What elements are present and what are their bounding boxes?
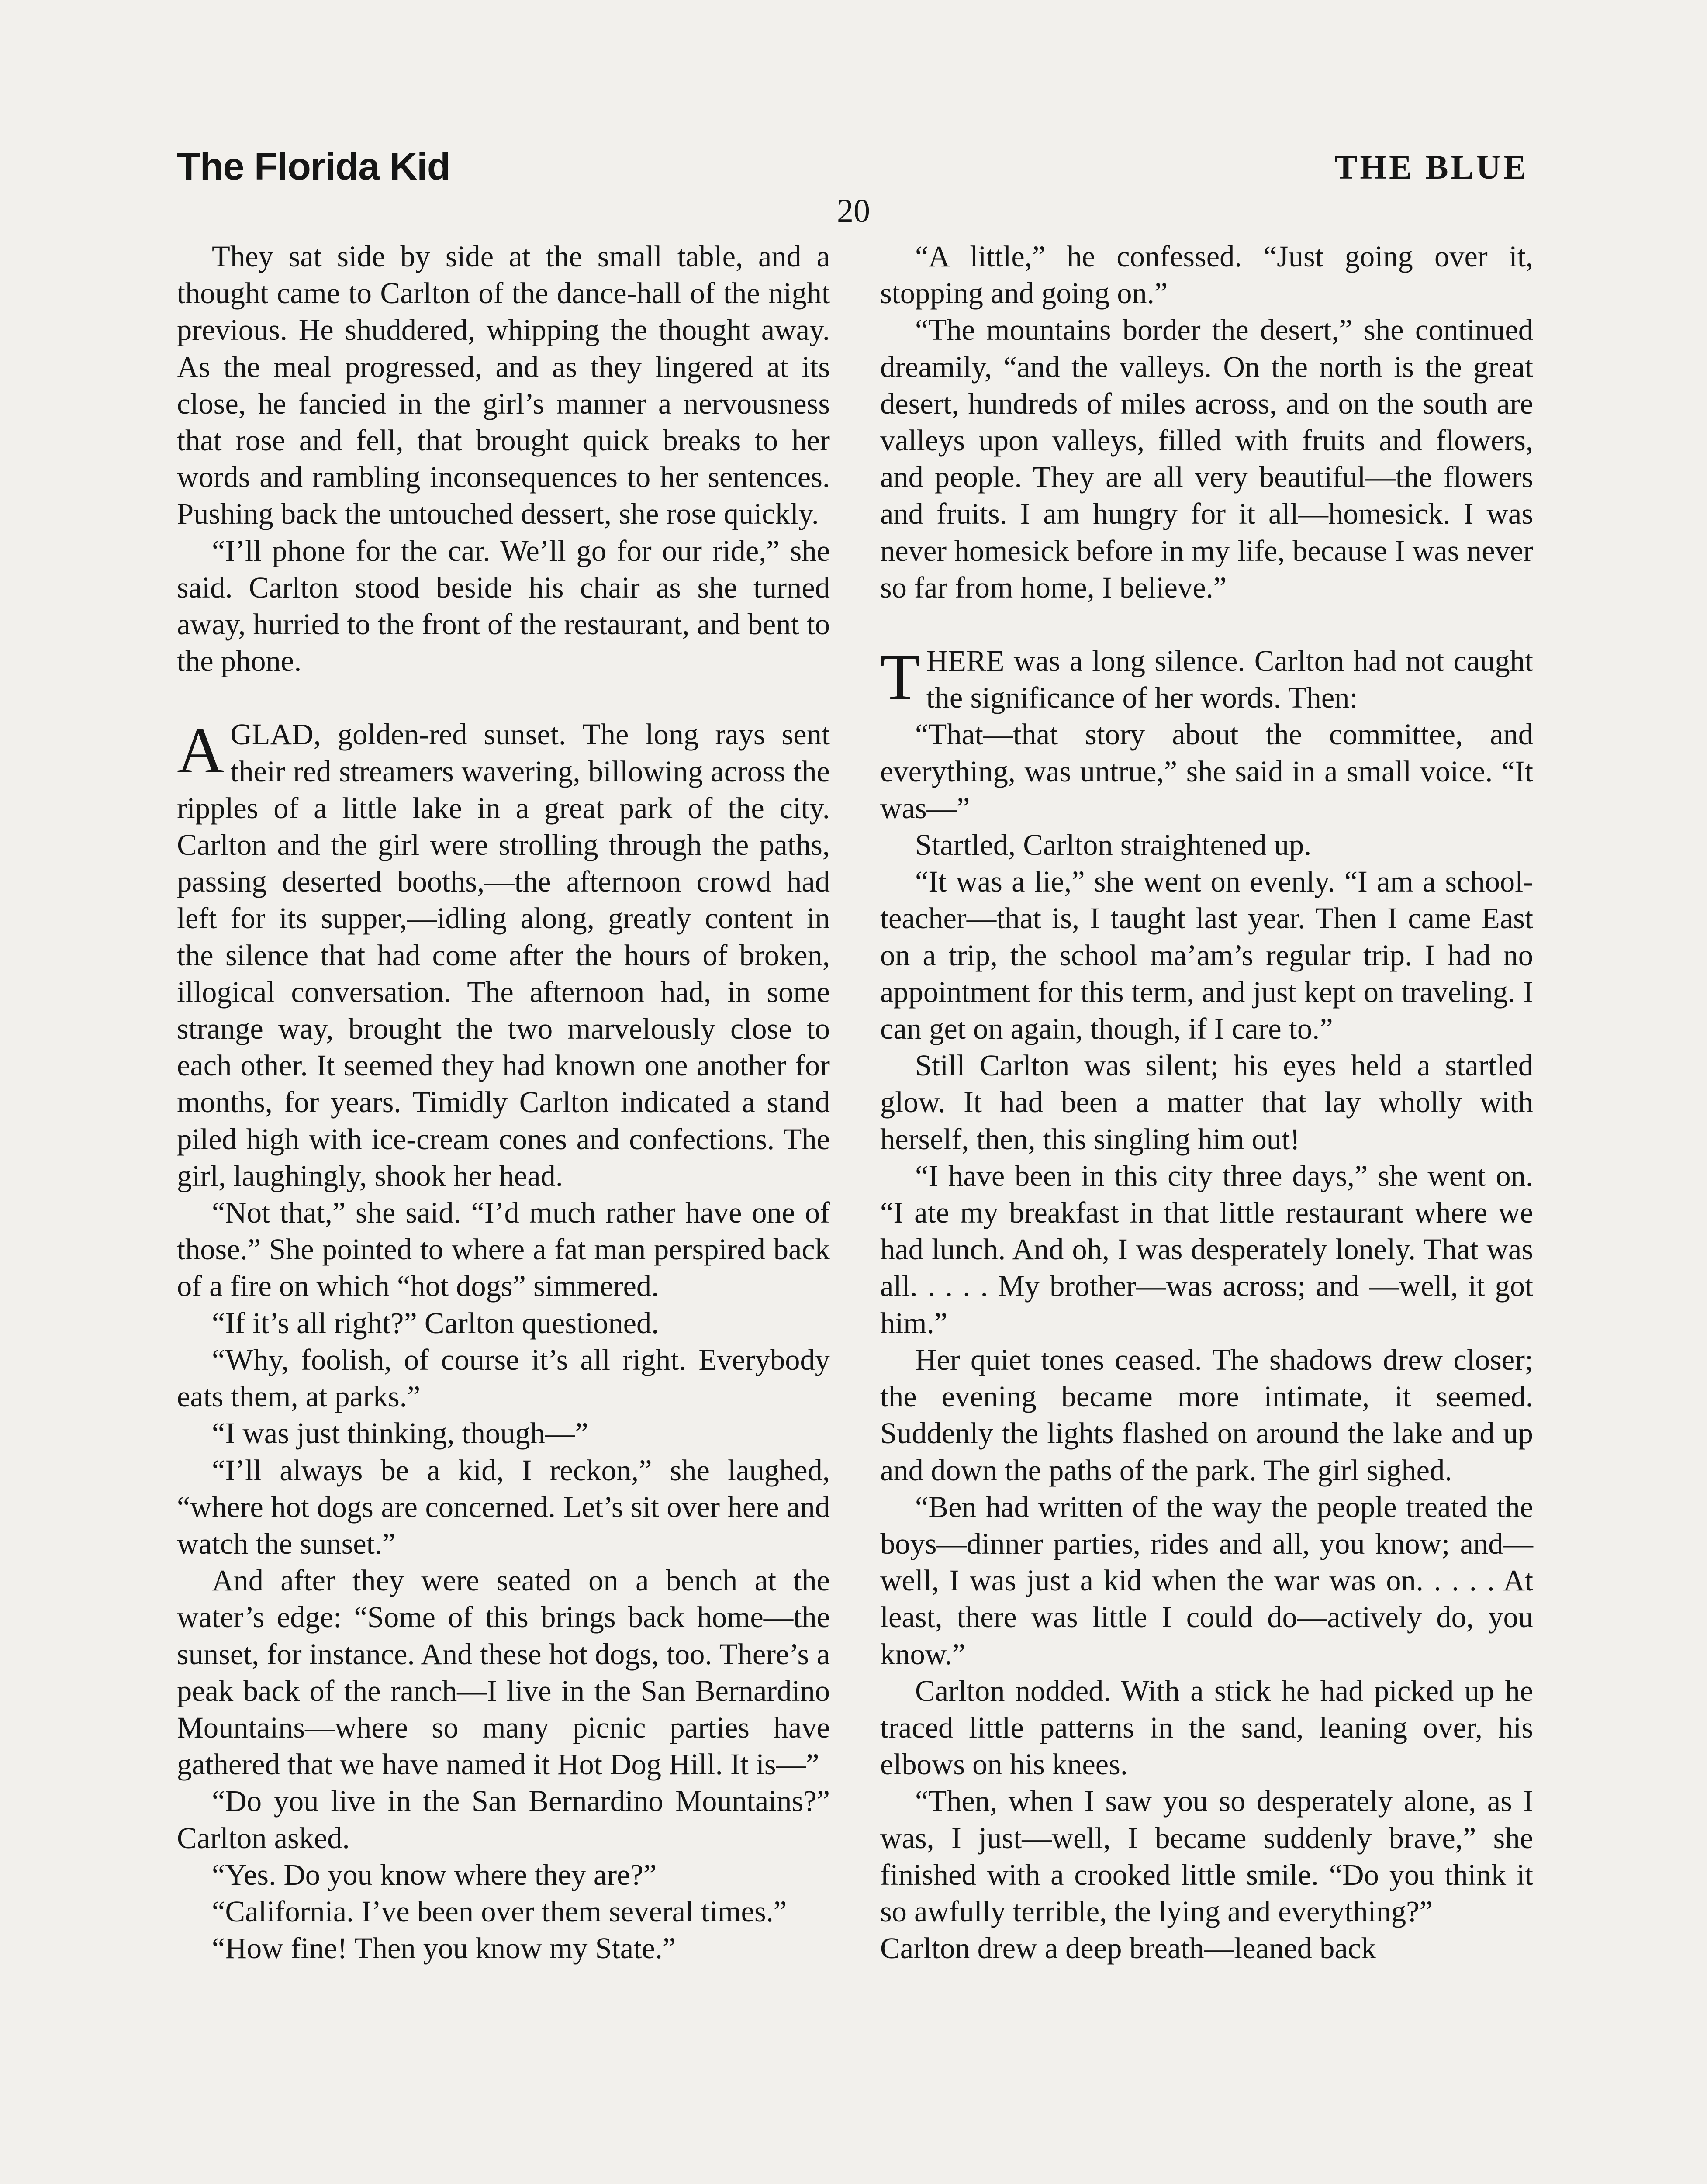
paragraph: “Then, when I saw you so desperately alone, as I was, I just—well, I became suddenly brave,” she finished with a crooked little smile. “Do you think it so awfully terrible, the lying and everything?” (880, 1784, 1533, 1928)
paragraph: “I have been in this city three days,” she went on. “I ate my breakfast in that little restaurant where we had lunch. And oh, I was desperately lonely. That was all. . . . . My brother—was across; and —well, it got him.” (880, 1159, 1533, 1340)
paragraph: “Ben had written of the way the people treated the boys—dinner parties, rides and all, you know; and—well, I was just a kid when the war was on. . . . . At least, there was little I could do—actively do, you know.” (880, 1490, 1533, 1671)
left-column (177, 238, 830, 1966)
paragraph: “That—that story about the committee, and everything, was untrue,” she said in a small voice. “It was—” (880, 718, 1533, 825)
magazine-name: THE BLUE (1334, 148, 1529, 186)
page-number: 20 (837, 193, 870, 229)
paragraph: Still Carlton was silent; his eyes held a startled glow. It had been a matter that lay wholly with herself, then, this singling him out! (880, 1049, 1533, 1156)
right-column (880, 238, 1533, 1966)
paragraph: And after they were seated on a bench at the water’s edge: “Some of this brings back home—the sunset, for instance. And these hot dogs, too. There’s a peak back of the ranch—I live in the San Bernardino Mountains—where so many picnic parties have gathered that we have named it Hot Dog Hill. It is—” (177, 1564, 830, 1781)
paragraph: “It was a lie,” she went on evenly. “I am a school-teacher—that is, I taught last year. Then I came East on a trip, the school ma’am’s regular trip. I had no appointment for this term, and just kept on traveling. I can get on again, though, if I care to.” (880, 865, 1533, 1046)
paragraph: “The mountains border the desert,” she continued dreamily, “and the valleys. On the north is the great desert, hundreds of miles across, and on the south are valleys upon valleys, filled with fruits and flowers, and people. They are all very beautiful—the flowers and fruits. I am hungry for it all—homesick. I was never homesick before in my life, because I was never so far from home, I believe.” (880, 313, 1533, 604)
paragraph-text: HERE was a long silence. Carlton had not caught the significance of her words. Then: (926, 644, 1533, 715)
paragraph: Carlton drew a deep breath—leaned back (880, 1932, 1376, 1965)
paragraph: Her quiet tones ceased. The shadows drew closer; the evening became more intimate, it seemed. Suddenly the lights flashed on around the lake and up and down the paths of the park. The girl sighed. (880, 1343, 1533, 1487)
story-title: The Florida Kid (177, 145, 450, 188)
section-paragraph (880, 643, 1533, 716)
paragraph: They sat side by side at the small table, and a thought came to Carlton of the dance-hall of the night previous. He shuddered, whipping the thought away. As the meal progressed, and as they lingered at its close, he fancied in the girl’s manner a nervousness that rose and fell, that brought quick breaks to her words and rambling inconsequences to her sentences. Pushing back the untouched dessert, she rose quickly. (177, 240, 830, 531)
paragraph: “I was just thinking, though—” (212, 1417, 588, 1450)
paragraph: “I’ll phone for the car. We’ll go for our ride,” she said. Carlton stood beside his chair as she turned away, hurried to the front of the restaurant, and bent to the phone. (177, 534, 830, 678)
section-paragraph (177, 716, 830, 1194)
paragraph: “Not that,” she said. “I’d much rather have one of those.” She pointed to where a fat man perspired back of a fire on which “hot dogs” simmered. (177, 1196, 830, 1303)
drop-cap: A (177, 714, 225, 787)
paragraph: “If it’s all right?” Carlton questioned. (212, 1306, 659, 1340)
paragraph: “A little,” he confessed. “Just going over it, stopping and going on.” (880, 240, 1533, 310)
paragraph: “Do you live in the San Bernardino Mountains?” Carlton asked. (177, 1784, 830, 1855)
paragraph: “Why, foolish, of course it’s all right. Everybody eats them, at parks.” (177, 1343, 830, 1413)
paragraph: “Yes. Do you know where they are?” (212, 1858, 657, 1891)
paragraph: “California. I’ve been over them several times.” (212, 1894, 787, 1928)
paragraph-text: GLAD, golden-red sunset. The long rays sent their red streamers wavering, billowing across the ripples of a little lake in a great park of the city. Carlton and the girl were strolling through the paths, passing deserted booths,—the afternoon crowd had left for its supper,—idling along, greatly content in the silence that had come after the hours of broken, illogical conversation. The afternoon had, in some strange way, brought the two marvelously close to each other. It seemed they had known one another for months, for years. Timidly Carlton indicated a stand piled high with ice-cream cones and confections. The girl, laughingly, shook her head. (177, 718, 830, 1192)
drop-cap: T (880, 641, 920, 714)
paragraph: Startled, Carlton straightened up. (915, 828, 1312, 862)
paragraph: “I’ll always be a kid, I reckon,” she laughed, “where hot dogs are concerned. Let’s sit over here and watch the sunset.” (177, 1453, 830, 1560)
paragraph: Carlton nodded. With a stick he had picked up he traced little patterns in the sand, leaning over, his elbows on his knees. (880, 1674, 1533, 1781)
paragraph: “How fine! Then you know my State.” (212, 1932, 676, 1965)
